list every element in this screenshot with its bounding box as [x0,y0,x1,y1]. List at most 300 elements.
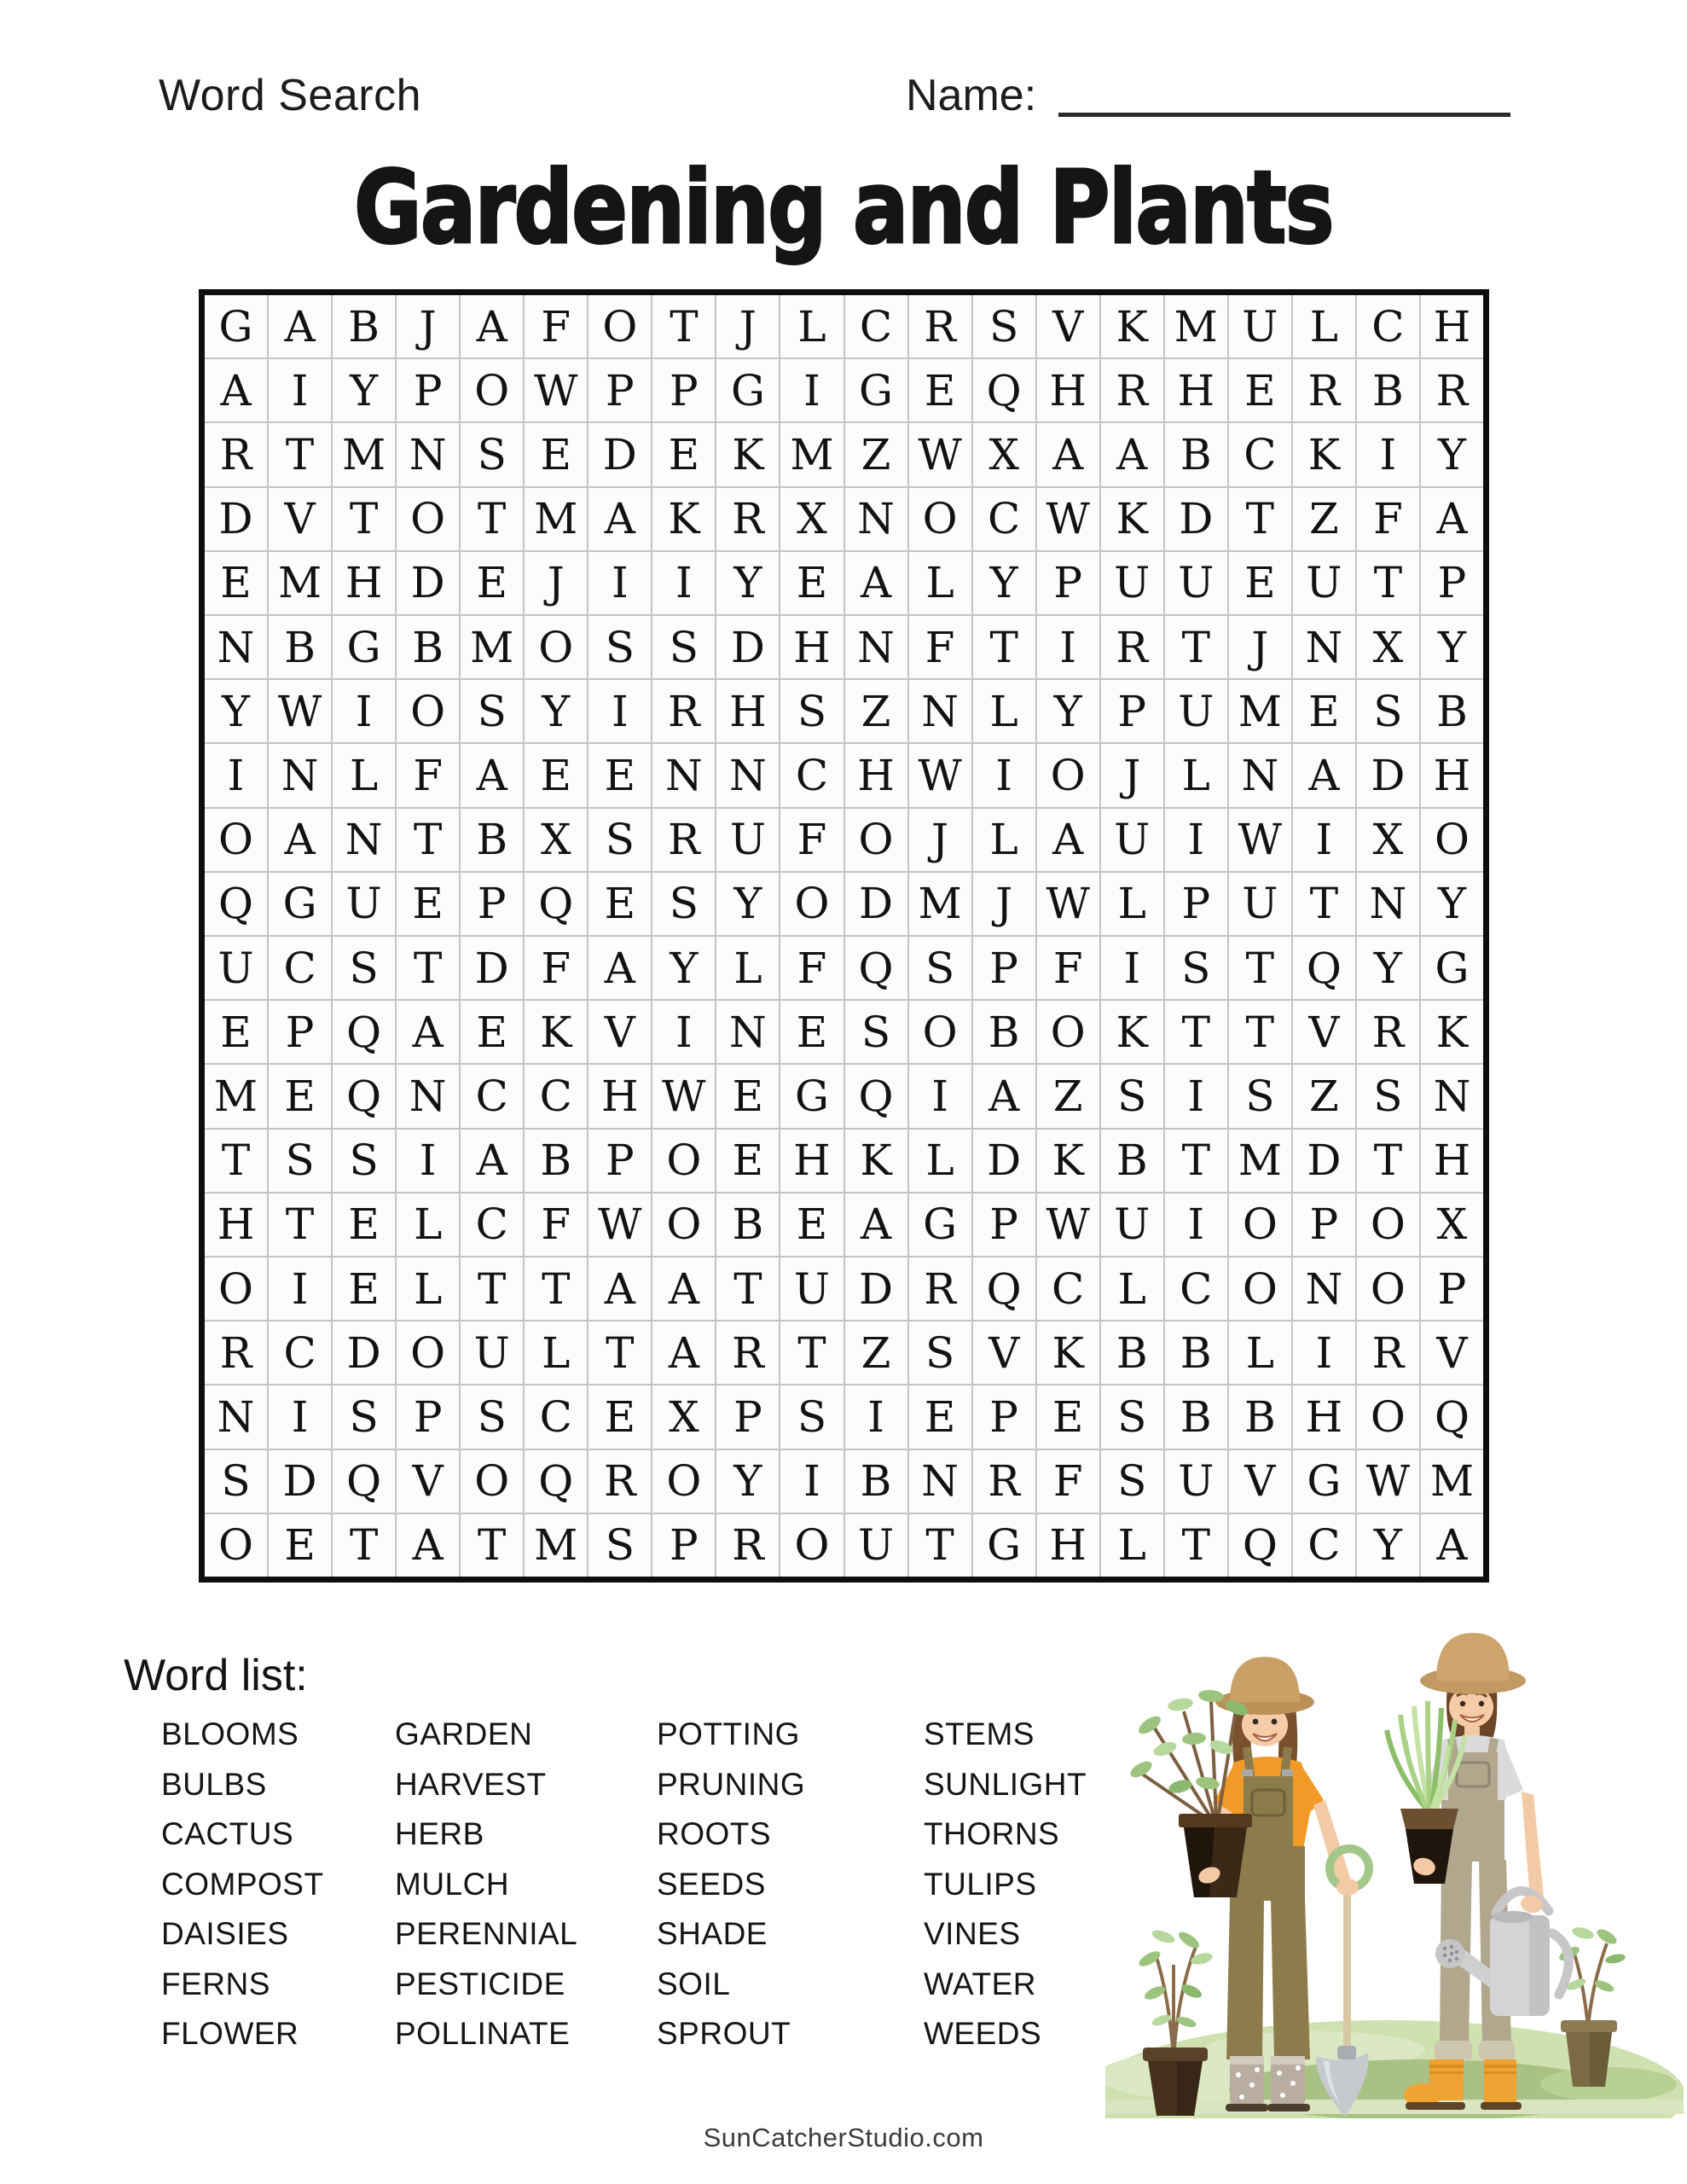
grid-cell: T [909,1514,971,1577]
grid-cell: G [845,359,907,421]
grid-cell: P [1293,1194,1355,1256]
grid-cell: L [1101,1514,1163,1577]
grid-cell: P [1101,680,1163,742]
grid-cell: Q [333,1001,395,1063]
grid-cell: Y [973,552,1035,614]
grid-cell: O [461,1450,523,1513]
grid-cell: S [1165,937,1227,999]
grid-cell: D [461,937,523,999]
grid-cell: D [716,616,779,678]
grid-cell: O [909,1001,971,1063]
grid-cell: P [269,1001,331,1063]
grid-cell: S [333,1130,395,1192]
grid-cell: A [652,1321,715,1384]
grid-cell: L [1101,873,1163,935]
footer-site-credit: SunCatcherStudio.com [703,2123,984,2152]
grid-cell: I [652,1001,715,1063]
grid-cell: Q [1421,1385,1483,1448]
grid-cell: E [269,1065,331,1127]
grid-cell: G [716,359,779,421]
grid-cell: R [588,1450,651,1513]
grid-cell: A [845,1194,907,1256]
word-list-item: BLOOMS [161,1716,299,1751]
grid-cell: B [397,616,459,678]
grid-cell: S [1357,680,1419,742]
grid-cell: O [1357,1194,1419,1256]
grid-cell: Y [1357,1514,1419,1577]
grid-cell: L [397,1258,459,1320]
grid-cell: P [973,937,1035,999]
grid-cell: E [333,1258,395,1320]
grid-cell: J [716,295,779,357]
word-list-item: TULIPS [924,1866,1037,1902]
grid-cell: W [652,1065,715,1127]
grid-cell: H [1037,359,1099,421]
grid-cell: I [588,680,651,742]
grid-cell: I [1165,809,1227,871]
grid-cell: I [269,359,331,421]
grid-cell: D [269,1450,331,1513]
grid-cell: S [1101,1065,1163,1127]
grid-cell: T [1357,552,1419,614]
grid-cell: C [269,1321,331,1384]
grid-cell: G [909,1194,971,1256]
grid-cell: T [1293,873,1355,935]
grid-cell: G [1293,1450,1355,1513]
grid-cell: N [1229,744,1291,806]
grid-cell: S [1229,1065,1291,1127]
grid-cell: N [1421,1065,1483,1127]
grid-cell: C [1357,295,1419,357]
grid-cell: Y [1037,680,1099,742]
grid-cell: I [1037,616,1099,678]
grid-cell: I [1101,937,1163,999]
grid-cell: I [1165,1065,1227,1127]
grid-cell: B [1101,1130,1163,1192]
grid-cell: P [1037,552,1099,614]
name-blank-line [1058,70,1510,117]
grid-cell: T [588,1321,651,1384]
grid-cell: O [1037,744,1099,806]
grid-cell: N [909,680,971,742]
grid-cell: A [1293,744,1355,806]
grid-cell: O [780,873,843,935]
grid-cell: F [1357,488,1419,550]
grid-cell: N [1293,616,1355,678]
grid-cell: M [1229,1130,1291,1192]
grid-cell: Y [716,1450,779,1513]
grid-cell: E [588,744,651,806]
word-list-item: PERENNIAL [395,1916,578,1951]
grid-cell: E [780,1194,843,1256]
grid-cell: N [205,1385,267,1448]
grid-cell: C [973,488,1035,550]
grid-cell: S [1101,1385,1163,1448]
word-list-item: MULCH [395,1866,510,1902]
word-list-item: PESTICIDE [395,1966,565,2001]
grid-cell: R [909,1258,971,1320]
grid-cell: P [397,1385,459,1448]
grid-cell: F [525,937,587,999]
grid-cell: N [205,616,267,678]
grid-cell: L [1165,744,1227,806]
grid-cell: N [716,744,779,806]
grid-cell: M [333,423,395,485]
grid-cell: P [652,1514,715,1577]
grid-cell: P [973,1194,1035,1256]
grid-cell: A [461,295,523,357]
grid-cell: H [205,1194,267,1256]
grid-cell: Q [205,873,267,935]
grid-cell: H [1421,744,1483,806]
grid-cell: P [716,1385,779,1448]
grid-cell: A [1421,488,1483,550]
grid-cell: E [269,1514,331,1577]
grid-cell: G [780,1065,843,1127]
grid-cell: M [525,488,587,550]
grid-cell: L [973,680,1035,742]
grid-cell: N [269,744,331,806]
grid-cell: G [1421,937,1483,999]
grid-cell: K [1037,1321,1099,1384]
grid-cell: I [909,1065,971,1127]
grid-cell: P [588,359,651,421]
grid-cell: E [205,1001,267,1063]
grid-cell: R [1101,359,1163,421]
grid-cell: T [1229,488,1291,550]
grid-cell: K [1421,1001,1483,1063]
grid-cell: R [205,1321,267,1384]
grid-cell: R [1421,359,1483,421]
grid-cell: H [716,680,779,742]
grid-cell: D [973,1130,1035,1192]
grid-cell: Y [652,937,715,999]
grid-cell: N [397,1065,459,1127]
grid-cell: W [1037,873,1099,935]
grid-cell: U [461,1321,523,1384]
grid-cell: I [205,744,267,806]
grid-cell: Y [1421,423,1483,485]
grid-cell: Y [716,873,779,935]
grid-cell: E [525,423,587,485]
grid-cell: E [909,359,971,421]
grid-cell: M [205,1065,267,1127]
word-list-item: STEMS [924,1716,1035,1751]
grid-cell: K [1101,1001,1163,1063]
grid-cell: T [1357,1130,1419,1192]
grid-cell: O [205,809,267,871]
grid-cell: S [269,1130,331,1192]
grid-cell: O [461,359,523,421]
grid-cell: Q [333,1065,395,1127]
grid-cell: Q [525,1450,587,1513]
grid-cell: K [525,1001,587,1063]
grid-cell: E [780,1001,843,1063]
grid-cell: O [1357,1258,1419,1320]
grid-cell: E [1229,359,1291,421]
grid-cell: O [205,1514,267,1577]
grid-cell: A [973,1065,1035,1127]
grid-cell: P [461,873,523,935]
grid-cell: H [1421,1130,1483,1192]
grid-cell: D [845,873,907,935]
grid-cell: Z [845,1321,907,1384]
grid-cell: Q [973,1258,1035,1320]
grid-cell: C [525,1065,587,1127]
word-list-item: WEEDS [924,2016,1042,2051]
grid-cell: I [973,744,1035,806]
grid-cell: T [397,937,459,999]
word-list-item: CACTUS [161,1816,294,1851]
grid-cell: O [780,1514,843,1577]
grid-cell: J [1229,616,1291,678]
grid-cell: R [1101,616,1163,678]
grid-cell: O [1037,1001,1099,1063]
grid-cell: B [1165,1385,1227,1448]
word-list-column [924,1710,1087,2059]
grid-cell: F [397,744,459,806]
grid-cell: N [716,1001,779,1063]
grid-cell: J [525,552,587,614]
grid-cell: U [1165,680,1227,742]
grid-cell: O [1229,1194,1291,1256]
grid-cell: I [845,1385,907,1448]
grid-cell: O [1421,809,1483,871]
grid-cell: B [845,1450,907,1513]
word-list-item: SPROUT [657,2016,791,2051]
grid-cell: U [1229,873,1291,935]
word-list-item: PRUNING [657,1766,806,1802]
grid-cell: R [716,1321,779,1384]
word-list-item: SEEDS [657,1866,766,1902]
grid-cell: G [973,1514,1035,1577]
grid-cell: L [333,744,395,806]
grid-cell: C [525,1385,587,1448]
grid-cell: F [780,937,843,999]
grid-cell: X [780,488,843,550]
grid-cell: I [1293,1321,1355,1384]
grid-cell: V [1229,1450,1291,1513]
grid-cell: Z [1293,488,1355,550]
grid-cell: B [716,1194,779,1256]
grid-cell: J [397,295,459,357]
grid-cell: I [397,1130,459,1192]
grid-cell: Q [845,937,907,999]
grid-cell: E [780,552,843,614]
grid-cell: F [525,295,587,357]
grid-cell: S [205,1450,267,1513]
grid-cell: A [397,1001,459,1063]
grid-cell: H [1293,1385,1355,1448]
grid-cell: O [588,295,651,357]
grid-cell: K [716,423,779,485]
grid-cell: J [973,873,1035,935]
grid-cell: T [1165,1514,1227,1577]
grid-cell: T [1165,1001,1227,1063]
grid-cell: C [461,1194,523,1256]
grid-cell: I [780,1450,843,1513]
grid-cell: M [909,873,971,935]
grid-cell: W [1037,488,1099,550]
grid-cell: T [1165,1130,1227,1192]
grid-cell: F [909,616,971,678]
worksheet-type-label: Word Search [159,71,422,120]
grid-cell: K [1101,295,1163,357]
grid-cell: D [1165,488,1227,550]
grid-cell: N [845,488,907,550]
grid-cell: U [333,873,395,935]
grid-cell: S [909,1321,971,1384]
word-list-item: SHADE [657,1916,768,1951]
word-list-item: SUNLIGHT [924,1766,1087,1802]
grid-cell: Z [1037,1065,1099,1127]
grid-cell: A [397,1514,459,1577]
grid-cell: A [1037,809,1099,871]
grid-cell: S [652,616,715,678]
grid-cell: I [652,552,715,614]
grid-cell: N [397,423,459,485]
grid-cell: B [1101,1321,1163,1384]
grid-cell: S [461,680,523,742]
word-list-item: VINES [924,1916,1021,1951]
grid-cell: R [652,680,715,742]
grid-cell: W [909,744,971,806]
grid-cell: H [588,1065,651,1127]
word-list-item: DAISIES [161,1916,289,1951]
grid-cell: A [652,1258,715,1320]
word-list-item: POTTING [657,1716,800,1751]
grid-cell: T [269,423,331,485]
grid-cell: W [588,1194,651,1256]
grid-cell: T [780,1321,843,1384]
word-list-column [657,1710,805,2059]
grid-cell: Y [1357,937,1419,999]
grid-cell: T [269,1194,331,1256]
grid-cell: K [1293,423,1355,485]
grid-cell: I [1293,809,1355,871]
grid-cell: C [845,295,907,357]
grid-cell: E [205,552,267,614]
grid-cell: L [525,1321,587,1384]
grid-cell: E [1037,1385,1099,1448]
grid-cell: S [1357,1065,1419,1127]
grid-cell: K [652,488,715,550]
grid-cell: L [1101,1258,1163,1320]
grid-cell: V [397,1450,459,1513]
grid-cell: S [652,873,715,935]
grid-cell: E [461,1001,523,1063]
grid-cell: X [973,423,1035,485]
grid-cell: I [269,1385,331,1448]
grid-cell: O [845,809,907,871]
grid-cell: C [269,937,331,999]
word-list-column [395,1710,577,2059]
grid-cell: D [1293,1130,1355,1192]
word-list-item: WATER [924,1966,1036,2001]
grid-cell: C [1229,423,1291,485]
grid-cell: E [909,1385,971,1448]
grid-cell: D [205,488,267,550]
grid-cell: B [973,1001,1035,1063]
grid-cell: R [909,295,971,357]
grid-cell: O [652,1450,715,1513]
grid-cell: S [588,809,651,871]
grid-cell: C [461,1065,523,1127]
grid-cell: R [652,809,715,871]
grid-cell: H [1037,1514,1099,1577]
grid-cell: V [269,488,331,550]
grid-cell: Q [845,1065,907,1127]
word-list-item: FERNS [161,1966,270,2001]
grid-cell: J [1101,744,1163,806]
grid-cell: M [1421,1450,1483,1513]
grid-cell: H [780,616,843,678]
grid-cell: O [397,680,459,742]
grid-cell: I [269,1258,331,1320]
grid-cell: C [1165,1258,1227,1320]
grid-cell: P [1421,552,1483,614]
grid-cell: F [1037,1450,1099,1513]
grid-cell: T [397,809,459,871]
grid-cell: B [1421,680,1483,742]
grid-cell: A [588,937,651,999]
word-search-grid [199,289,1489,1583]
grid-cell: M [780,423,843,485]
grid-cell: B [269,616,331,678]
word-list-item: BULBS [161,1766,267,1802]
grid-cell: O [397,488,459,550]
grid-cell: K [1101,488,1163,550]
grid-cell: R [1357,1001,1419,1063]
grid-cell: S [780,680,843,742]
grid-cell: E [716,1065,779,1127]
grid-cell: V [973,1321,1035,1384]
grid-cell: X [652,1385,715,1448]
grid-cell: N [909,1450,971,1513]
grid-cell: B [1357,359,1419,421]
grid-cell: T [525,1258,587,1320]
grid-cell: L [1293,295,1355,357]
grid-cell: Q [333,1450,395,1513]
grid-cell: O [525,616,587,678]
grid-cell: U [1229,295,1291,357]
grid-cell: S [973,295,1035,357]
grid-cell: T [461,1514,523,1577]
grid-cell: C [1037,1258,1099,1320]
grid-cell: E [1229,552,1291,614]
grid-cell: T [1229,1001,1291,1063]
grid-cell: F [1037,937,1099,999]
grid-cell: X [1357,616,1419,678]
grid-cell: Z [1293,1065,1355,1127]
word-list-heading: Word list: [124,1651,308,1700]
grid-cell: A [1101,423,1163,485]
grid-cell: A [588,488,651,550]
grid-cell: I [588,552,651,614]
grid-cell: O [909,488,971,550]
grid-cell: S [845,1001,907,1063]
grid-cell: Q [1229,1514,1291,1577]
grid-cell: A [588,1258,651,1320]
grid-cell: R [716,488,779,550]
grid-cell: D [845,1258,907,1320]
grid-cell: A [461,744,523,806]
grid-cell: A [205,359,267,421]
grid-cell: U [205,937,267,999]
grid-cell: B [1165,1321,1227,1384]
grid-cell: N [1293,1258,1355,1320]
grid-cell: S [461,1385,523,1448]
